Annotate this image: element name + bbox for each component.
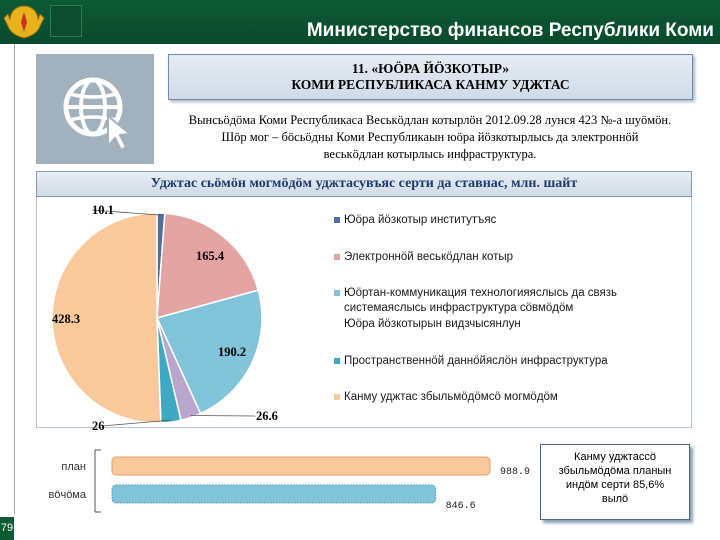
page-number: 79 [0, 517, 14, 540]
pie-data-label: 26.6 [256, 409, 278, 423]
badge-line1: Канму уджтассӧ [574, 451, 656, 463]
legend-item: Юӧра йӧзкотырын видзчысянлун [344, 318, 521, 330]
bar [112, 485, 436, 503]
pie-data-label: 190.2 [218, 345, 247, 359]
chart-title: Уджтас сьӧмӧн могмӧдӧм уджтасувъяс серти да ставнас, млн. шайт [36, 171, 692, 197]
pie-data-label: 26 [92, 419, 105, 433]
legend-item: Пространственнӧй даннӧйяслӧн инфраструктура [344, 355, 608, 367]
bar [112, 457, 490, 475]
description-line1: Вынсьӧдӧма Коми Республикаса Веськӧдлан котырлӧн 2012.09.28 лунся 423 №-а шуӧмӧн. [188, 113, 672, 127]
program-title-line1: 11. «ЮӦРА ЙӦЗКОТЫР» [351, 61, 510, 76]
description-line2: Шӧр мог – бӧсьӧдны Коми Республикаын юӧра йӧзкотырлысь да электроннӧй [221, 130, 639, 144]
legend-item: Юӧра йӧзкотыр институтъяс [344, 214, 497, 226]
pie-data-label: 165.4 [196, 249, 225, 263]
legend-item: системаяслысь инфраструктура сӧвмӧдӧм [344, 302, 574, 314]
bar-category-label: план [61, 461, 86, 473]
bar-category-label: вӧчӧма [48, 489, 86, 501]
bar-value-label: 846.6 [445, 501, 476, 512]
badge-line3: индӧм серти 85,6% [565, 479, 665, 491]
badge-line2: збыльмӧдӧма планын [558, 465, 672, 477]
program-title-line2: КОМИ РЕСПУБЛИКАСА КАНМУ УДЖТАС [291, 77, 570, 92]
legend-item: Электроннӧй веськӧдлан котыр [344, 251, 514, 263]
legend-item: Канму уджтас збыльмӧдӧмсӧ могмӧдӧм [344, 391, 558, 403]
badge-line4: вылӧ [601, 493, 629, 505]
pie-data-label: 10.1 [92, 203, 114, 217]
pie-data-label: 428.3 [52, 312, 81, 326]
completion-badge [540, 444, 690, 520]
legend-item: Юӧртан-коммуникация технологияяслысь да связь [344, 287, 618, 299]
bar-value-label: 988.9 [500, 467, 531, 478]
description-line3: веськӧдлан котырлысь инфраструктура. [323, 147, 537, 161]
ministry-name: Министерство финансов Республики Коми [306, 20, 714, 41]
